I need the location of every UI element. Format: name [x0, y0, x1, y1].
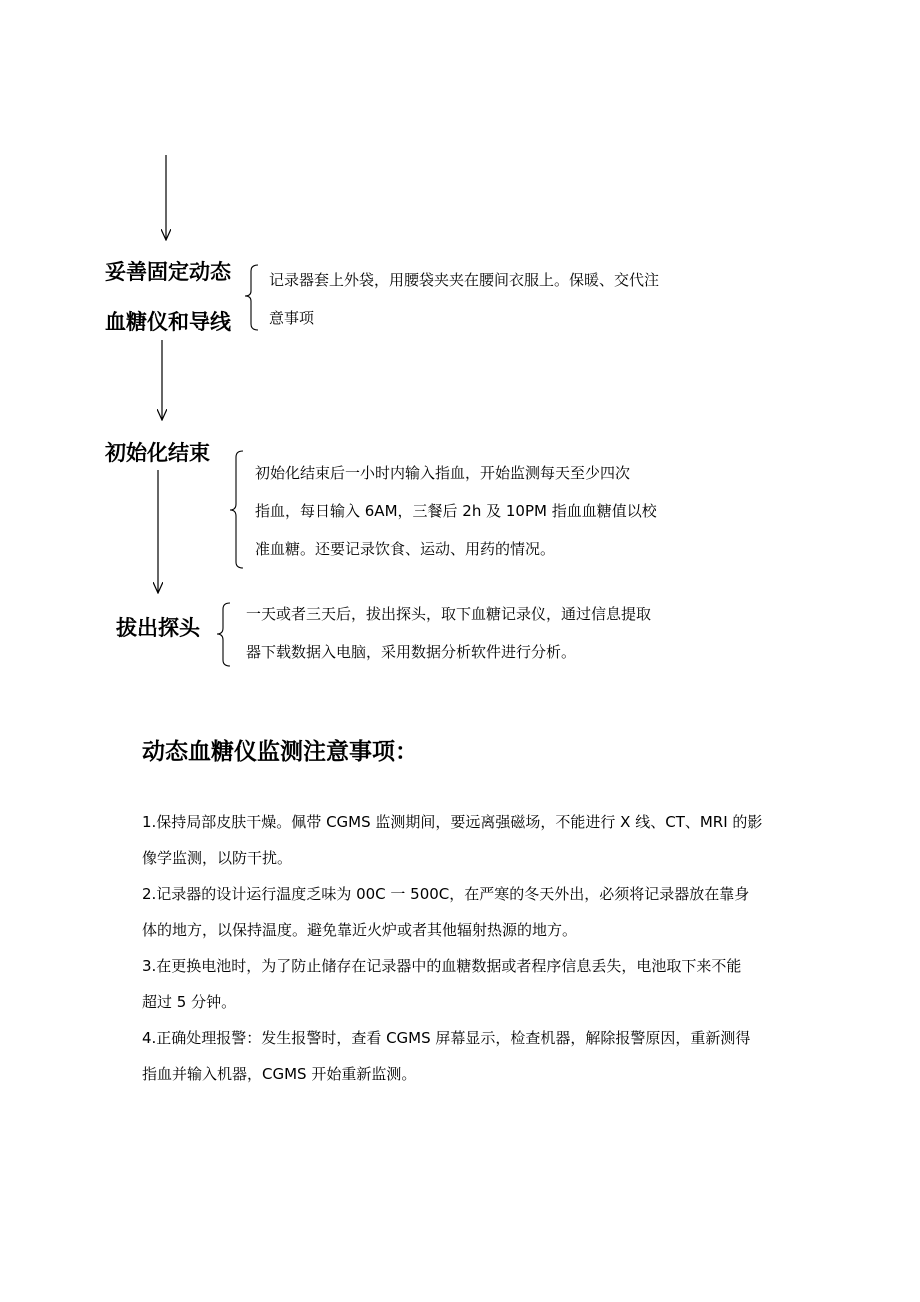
- note-line: 1.保持局部皮肤干燥。佩带 CGMS 监测期间，要远离强磁场，不能进行 X 线、CT、MRI 的影: [142, 813, 763, 831]
- step1-desc-line: 意事项: [269, 309, 315, 327]
- note-line: 超过 5 分钟。: [142, 993, 237, 1011]
- step2-title: 初始化结束: [105, 441, 210, 465]
- step2-description: [255, 454, 657, 568]
- notes-heading: 动态血糖仪监测注意事项：: [142, 739, 418, 765]
- note-line: 指血并输入机器，CGMS 开始重新监测。: [142, 1065, 417, 1083]
- step1-title-line1: 妥善固定动态: [105, 260, 231, 284]
- brace-step2: [230, 451, 243, 568]
- brace-step3: [217, 603, 230, 666]
- step1-description: [269, 261, 659, 337]
- step1-desc-line: 记录器套上外袋，用腰袋夹夹在腰间衣服上。保暖、交代注: [269, 271, 660, 289]
- note-line: 4.正确处理报警：发生报警时，查看 CGMS 屏幕显示，检查机器，解除报警原因，重新测得: [142, 1029, 751, 1047]
- brace-step1: [245, 265, 258, 330]
- note-line: 2.记录器的设计运行温度乏味为 00C 一 500C，在严寒的冬天外出，必须将记录器放在靠身: [142, 885, 750, 903]
- step1-title-line2: 血糖仪和导线: [105, 310, 231, 334]
- step3-desc-line: 器下载数据入电脑，采用数据分析软件进行分析。: [246, 643, 577, 661]
- note-line: 像学监测，以防干扰。: [142, 849, 293, 867]
- step2-desc-line: 指血，每日输入 6AM，三餐后 2h 及 10PM 指血血糖值以校: [255, 502, 657, 520]
- step3-title: 拔出探头: [116, 616, 200, 640]
- step2-desc-line: 准血糖。还要记录饮食、运动、用药的情况。: [255, 540, 556, 558]
- notes-body: [142, 804, 762, 1092]
- note-line: 体的地方，以保持温度。避免靠近火炉或者其他辐射热源的地方。: [142, 921, 578, 939]
- step2-desc-line: 初始化结束后一小时内输入指血，开始监测每天至少四次: [255, 464, 631, 482]
- note-line: 3.在更换电池时，为了防止储存在记录器中的血糖数据或者程序信息丢失，电池取下来不能: [142, 957, 742, 975]
- step3-description: [246, 595, 651, 671]
- step3-desc-line: 一天或者三天后，拔出探头，取下血糖记录仪，通过信息提取: [246, 605, 652, 623]
